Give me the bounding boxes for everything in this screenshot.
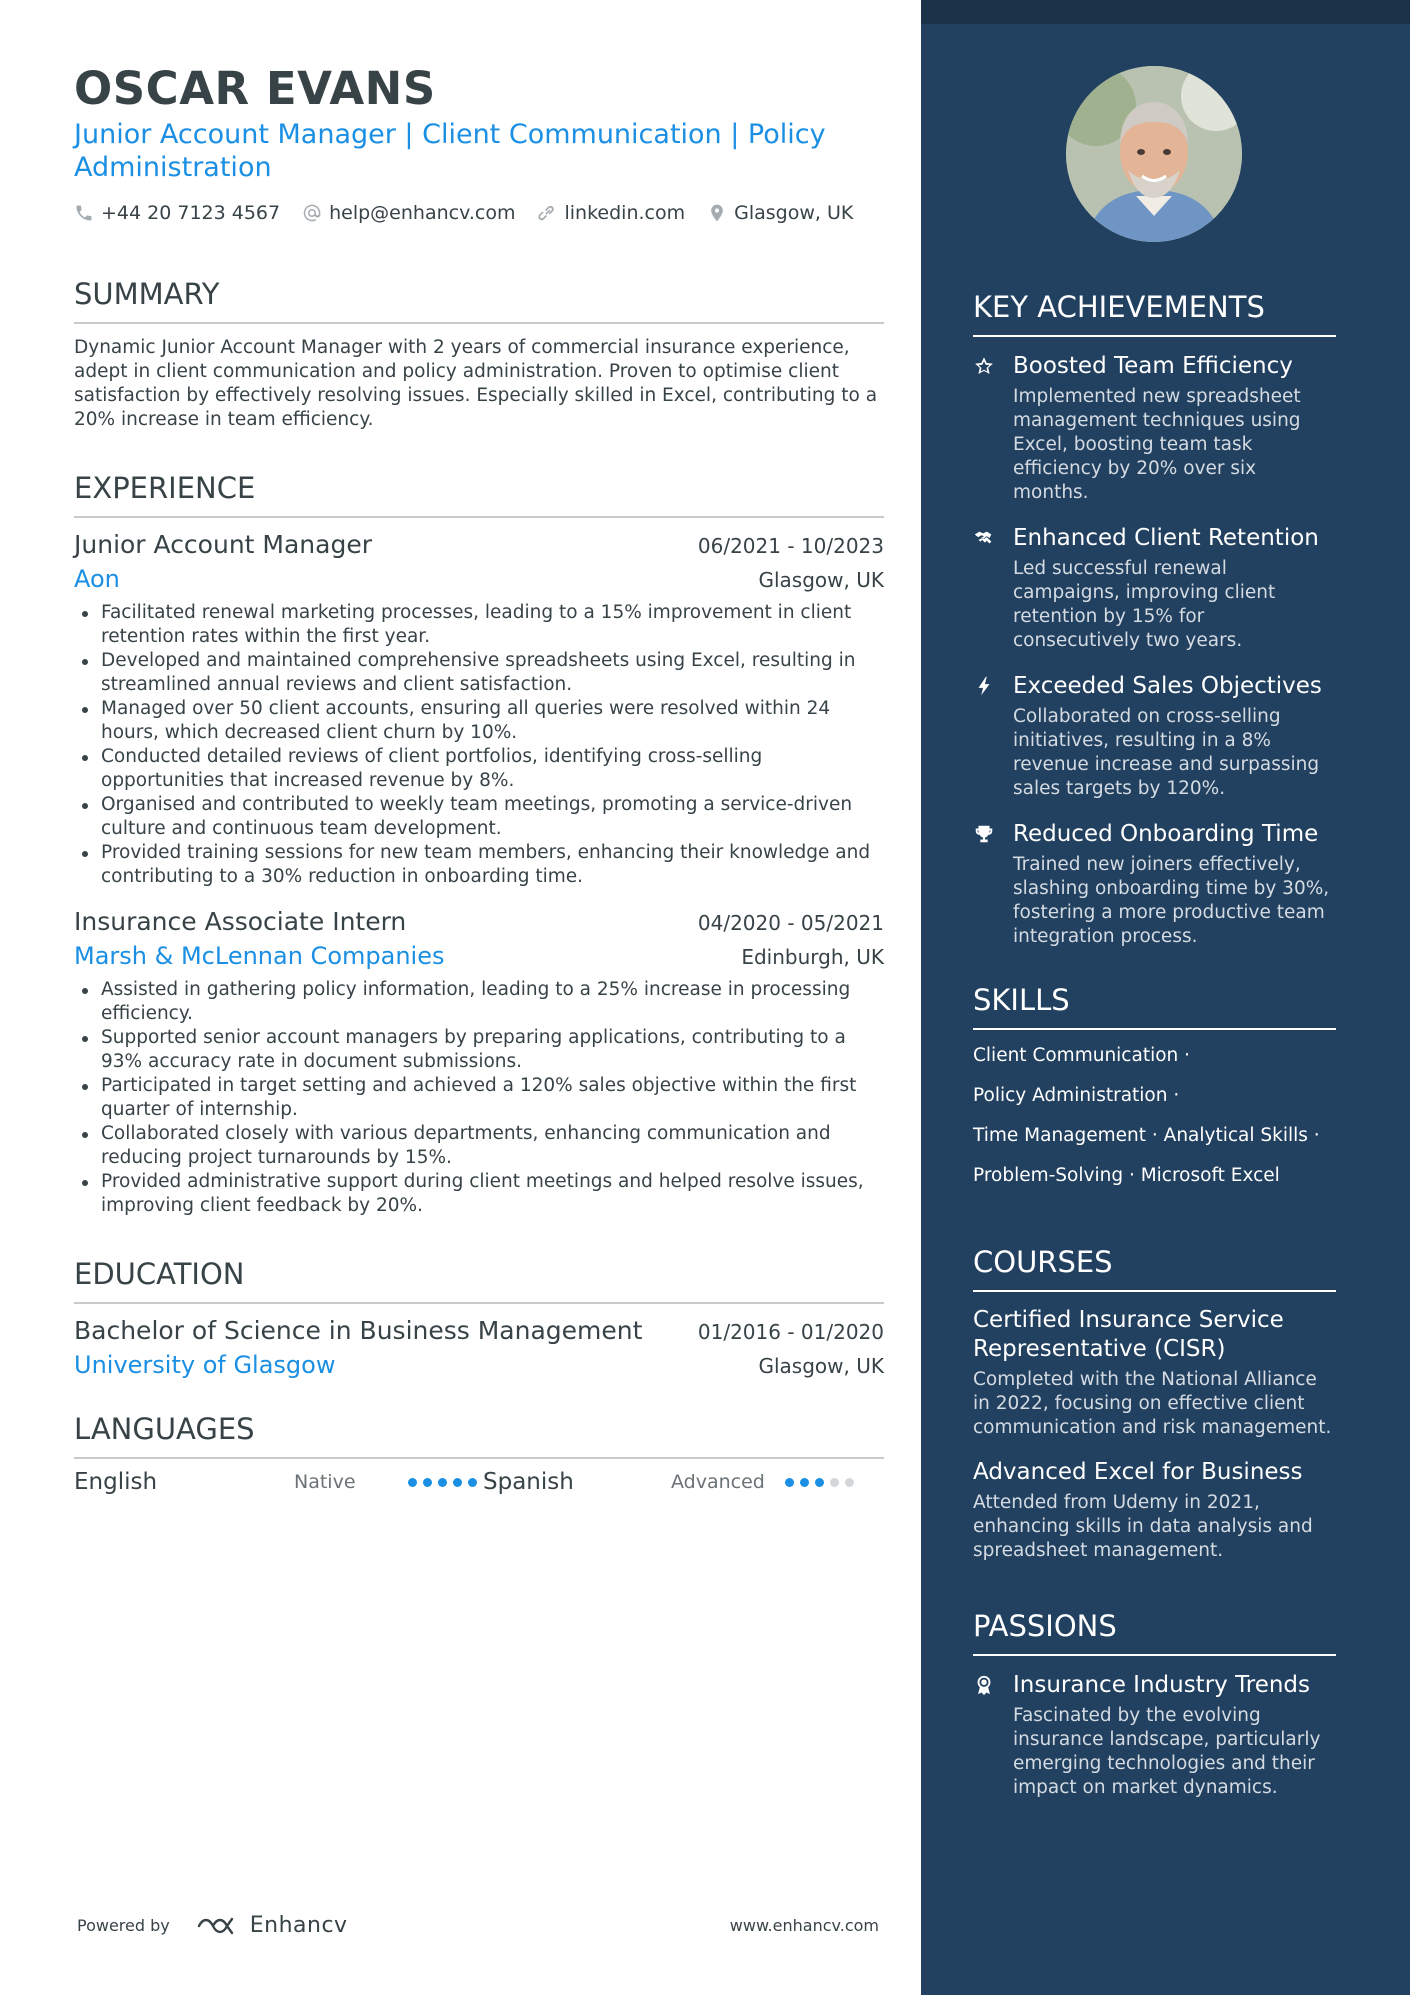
contact-bar: [74, 202, 884, 224]
sidebar-top-bar: [921, 0, 1410, 24]
enhancv-logo-icon: [196, 1914, 242, 1938]
bullet-item: Developed and maintained comprehensive spreadsheets using Excel, resulting in streamlined annual reviews and client satisfaction.: [74, 649, 884, 697]
summary-heading: SUMMARY: [74, 276, 884, 324]
bullet-item: Conducted detailed reviews of client portfolios, identifying cross-selling opportunities that increased revenue by 8%.: [74, 745, 884, 793]
handshake-icon: [973, 527, 995, 549]
language-item: [74, 1469, 483, 1495]
education-heading: EDUCATION: [74, 1256, 884, 1304]
phone-text: +44 20 7123 4567: [101, 202, 281, 224]
contact-linkedin[interactable]: [537, 202, 685, 224]
passions-section: [973, 1608, 1336, 1800]
job-company[interactable]: Marsh & McLennan Companies: [74, 942, 445, 970]
course-desc: Completed with the National Alliance in 2022, focusing on effective client communication and risk management.: [973, 1369, 1332, 1438]
trophy-icon: [973, 823, 995, 845]
courses-section: [973, 1244, 1336, 1563]
bullet-item: Organised and contributed to weekly team meetings, promoting a service-driven culture and continuous team development.: [74, 793, 884, 841]
experience-heading: EXPERIENCE: [74, 470, 884, 518]
achievement-desc: Trained new joiners effectively, slashing onboarding time by 30%, fostering a more productive team integration process.: [1013, 854, 1330, 947]
skill-item: Time Management · Analytical Skills ·: [973, 1125, 1320, 1146]
star-icon: [973, 355, 995, 377]
profile-photo: [1066, 66, 1242, 242]
skill-item: Policy Administration ·: [973, 1085, 1180, 1106]
skills-list: [973, 1044, 1336, 1188]
achievement-desc: Implemented new spreadsheet management techniques using Excel, boosting team task efficiency by 20% over six months.: [1013, 386, 1301, 503]
job-dates: 06/2021 - 10/2023: [697, 534, 884, 558]
bullet-item: Facilitated renewal marketing processes, leading to a 15% improvement in client retention rates within the first year.: [74, 601, 884, 649]
job-bullets: [74, 978, 884, 1218]
language-item: [483, 1469, 884, 1495]
achievement-item: [973, 351, 1336, 505]
language-rating: [785, 1478, 860, 1487]
skills-heading: SKILLS: [973, 982, 1336, 1030]
education-section: [74, 1256, 884, 1379]
avatar: [1066, 66, 1242, 242]
job-company[interactable]: Aon: [74, 565, 120, 593]
language-rating: [408, 1478, 483, 1487]
education-dates: 01/2016 - 01/2020: [697, 1320, 884, 1344]
phone-icon: [74, 203, 94, 223]
course-desc: Attended from Udemy in 2021, enhancing skills in data analysis and spreadsheet management.: [973, 1492, 1313, 1561]
bullet-item: Provided training sessions for new team members, enhancing their knowledge and contributing to a 30% reduction in onboarding time.: [74, 841, 884, 889]
website-link[interactable]: www.enhancv.com: [729, 1916, 879, 1935]
brand-name: Enhancv: [249, 1913, 348, 1938]
courses-heading: COURSES: [973, 1244, 1336, 1292]
achievement-title: Exceeded Sales Objectives: [1013, 673, 1322, 699]
award-icon: [973, 1674, 995, 1696]
job-entry: [74, 907, 884, 1218]
course-title: Certified Insurance Service Representative (CISR): [973, 1307, 1284, 1362]
achievement-title: Boosted Team Efficiency: [1013, 353, 1293, 379]
skill-item: Problem-Solving · Microsoft Excel: [973, 1165, 1280, 1186]
link-icon: [537, 203, 557, 223]
candidate-name: OSCAR EVANS: [74, 62, 436, 115]
contact-phone[interactable]: [74, 202, 280, 224]
experience-section: [74, 470, 884, 1218]
rating-dot: [785, 1478, 794, 1487]
passions-heading: PASSIONS: [973, 1608, 1336, 1656]
bullet-item: Assisted in gathering policy information, leading to a 25% increase in processing efficiency.: [74, 978, 884, 1026]
headline: Junior Account Manager | Client Communication | Policy Administration: [74, 119, 826, 183]
languages-section: [74, 1411, 884, 1495]
sidebar: [921, 0, 1410, 1995]
location-text: Glasgow, UK: [734, 202, 854, 224]
achievement-item: [973, 671, 1336, 801]
rating-dot: [453, 1478, 462, 1487]
powered-by[interactable]: [77, 1913, 348, 1938]
course-title: Advanced Excel for Business: [973, 1459, 1303, 1485]
linkedin-text: linkedin.com: [564, 202, 686, 224]
language-level: Advanced: [671, 1471, 765, 1493]
rating-dot: [800, 1478, 809, 1487]
contact-location: [707, 202, 853, 224]
job-title: Insurance Associate Intern: [74, 907, 407, 936]
job-entry: [74, 530, 884, 889]
location-pin-icon: [707, 203, 727, 223]
contact-email[interactable]: [302, 202, 515, 224]
achievement-title: Enhanced Client Retention: [1013, 525, 1319, 551]
achievement-item: [973, 819, 1336, 949]
job-title: Junior Account Manager: [74, 530, 372, 559]
achievement-desc: Collaborated on cross-selling initiatives, resulting in a 8% revenue increase and surpassing sales targets by 120%.: [1013, 706, 1320, 799]
job-location: Edinburgh, UK: [741, 945, 884, 969]
education-entry: [74, 1316, 884, 1379]
powered-by-text: Powered by: [77, 1916, 170, 1935]
course-item: [973, 1306, 1336, 1440]
footer: [77, 1913, 879, 1938]
bullet-item: Participated in target setting and achieved a 120% sales objective within the first quarter of internship.: [74, 1074, 884, 1122]
summary-text: Dynamic Junior Account Manager with 2 years of commercial insurance experience, adept in client communication and policy administration. Proven to optimise client satisfaction by effectively resolving issues. Especially skilled in Excel, contributing to a 20% increase in team efficiency.: [74, 337, 878, 430]
skill-item: Client Communication ·: [973, 1045, 1191, 1066]
rating-dot: [845, 1478, 854, 1487]
achievement-title: Reduced Onboarding Time: [1013, 821, 1319, 847]
job-location: Glasgow, UK: [758, 568, 884, 592]
skills-section: [973, 982, 1336, 1188]
bullet-item: Collaborated closely with various departments, enhancing communication and reducing project turnarounds by 15%.: [74, 1122, 884, 1170]
main-column: [74, 60, 884, 1495]
passion-item: [973, 1670, 1336, 1800]
passion-title: Insurance Industry Trends: [1013, 1672, 1311, 1698]
bullet-item: Supported senior account managers by preparing applications, contributing to a 93% accuracy rate in document submissions.: [74, 1026, 884, 1074]
summary-section: [74, 276, 884, 432]
at-icon: [302, 203, 322, 223]
achievement-item: [973, 523, 1336, 653]
achievement-desc: Led successful renewal campaigns, improving client retention by 15% for consecutively two years.: [1013, 558, 1276, 651]
rating-dot: [423, 1478, 432, 1487]
languages-heading: LANGUAGES: [74, 1411, 884, 1459]
passion-desc: Fascinated by the evolving insurance landscape, particularly emerging technologies and their impact on market dynamics.: [1013, 1705, 1321, 1798]
degree-title: Bachelor of Science in Business Management: [74, 1316, 643, 1345]
job-dates: 04/2020 - 05/2021: [697, 911, 884, 935]
rating-dot: [830, 1478, 839, 1487]
rating-dot: [408, 1478, 417, 1487]
school-location: Glasgow, UK: [758, 1354, 884, 1378]
course-item: [973, 1458, 1336, 1563]
bullet-item: Managed over 50 client accounts, ensuring all queries were resolved within 24 hours, which decreased client churn by 10%.: [74, 697, 884, 745]
school-name[interactable]: University of Glasgow: [74, 1351, 336, 1379]
achievements-heading: KEY ACHIEVEMENTS: [973, 289, 1336, 337]
achievements-section: [973, 289, 1336, 949]
bullet-item: Provided administrative support during client meetings and helped resolve issues, improving client feedback by 20%.: [74, 1170, 884, 1218]
languages-list: [74, 1469, 884, 1495]
job-bullets: [74, 601, 884, 889]
email-text: help@enhancv.com: [329, 202, 516, 224]
language-name: Spanish: [483, 1469, 574, 1495]
language-level: Native: [294, 1471, 356, 1493]
bolt-icon: [973, 675, 995, 697]
rating-dot: [438, 1478, 447, 1487]
rating-dot: [815, 1478, 824, 1487]
rating-dot: [468, 1478, 477, 1487]
language-name: English: [74, 1469, 158, 1495]
